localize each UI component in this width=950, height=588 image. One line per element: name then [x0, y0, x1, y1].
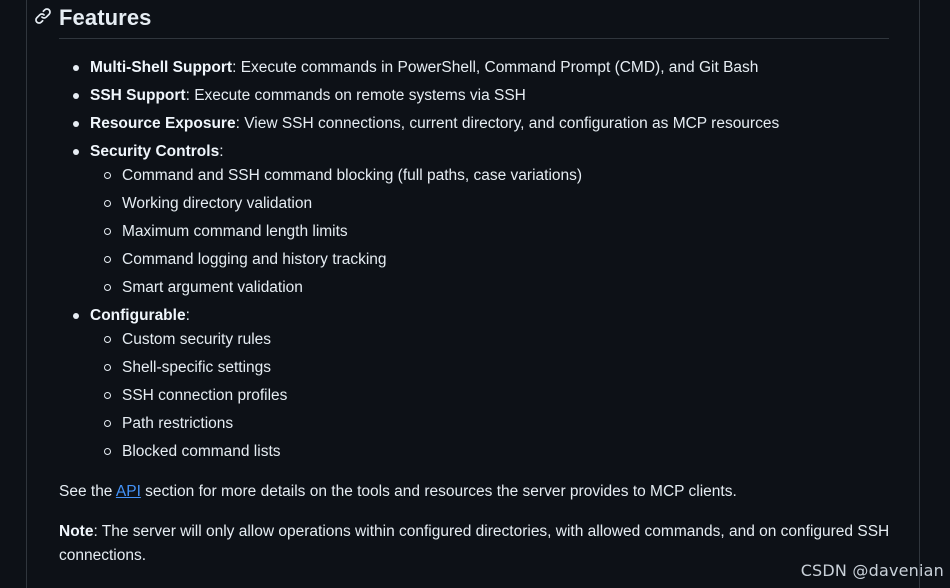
feature-text: : Execute commands on remote systems via SSH — [185, 87, 526, 104]
list-item — [59, 138, 919, 302]
section-heading: Features — [59, 5, 152, 30]
sublist-item-text: Command and SSH command blocking (full paths, case variations) — [122, 167, 583, 184]
sublist-item-text: Maximum command length limits — [122, 223, 348, 240]
note-label: Note — [59, 523, 94, 540]
paragraph-text: See the — [59, 483, 116, 500]
sublist-item — [90, 218, 919, 246]
api-link[interactable]: API — [115, 483, 141, 500]
sublist-item-text: Command logging and history tracking — [122, 251, 387, 268]
sublist-item — [90, 410, 919, 438]
list-item — [59, 302, 919, 466]
list-item — [59, 82, 919, 110]
paragraph-text: section for more details on the tools and resources the server provides to MCP clients. — [140, 483, 737, 500]
sublist-item — [90, 190, 919, 218]
sublist-item — [90, 246, 919, 274]
list-item — [59, 110, 919, 138]
sublist-item — [90, 326, 919, 354]
bullet-circle — [104, 200, 111, 207]
features-list — [59, 54, 919, 466]
bullet-circle — [104, 172, 111, 179]
bullet-circle — [104, 420, 111, 427]
bullet-circle — [104, 392, 111, 399]
feature-text: : — [185, 307, 190, 324]
feature-label: Configurable — [90, 307, 186, 324]
heading-divider — [59, 38, 889, 39]
bullet-disc — [73, 65, 79, 71]
configurable-sublist — [90, 326, 919, 466]
sublist-item-text: Path restrictions — [122, 415, 234, 432]
note-paragraph — [59, 520, 899, 568]
sublist-item — [90, 438, 919, 466]
bullet-disc — [73, 149, 79, 155]
bullet-circle — [104, 228, 111, 235]
sublist-item — [90, 274, 919, 302]
security-controls-sublist — [90, 162, 919, 302]
bullet-disc — [73, 93, 79, 99]
bullet-circle — [104, 256, 111, 263]
bullet-circle — [104, 448, 111, 455]
sublist-item-text: Blocked command lists — [122, 443, 281, 460]
bullet-disc — [73, 121, 79, 127]
sublist-item-text: Custom security rules — [122, 331, 272, 348]
note-text: : The server will only allow operations within configured directories, with allowed commands, and on configured SSH connections. — [59, 523, 890, 564]
sublist-item-text: Smart argument validation — [122, 279, 303, 296]
sublist-item — [90, 382, 919, 410]
sublist-item — [90, 162, 919, 190]
feature-text: : View SSH connections, current directory, and configuration as MCP resources — [235, 115, 780, 132]
list-item — [59, 54, 919, 82]
sublist-item — [90, 354, 919, 382]
bullet-disc — [73, 313, 79, 319]
feature-text: : Execute commands in PowerShell, Command Prompt (CMD), and Git Bash — [232, 59, 759, 76]
bullet-circle — [104, 284, 111, 291]
bullet-circle — [104, 364, 111, 371]
feature-label: Security Controls — [90, 143, 220, 160]
sublist-item-text: Working directory validation — [122, 195, 313, 212]
feature-text: : — [219, 143, 224, 160]
see-api-paragraph — [59, 480, 899, 504]
feature-label: Multi-Shell Support — [90, 59, 233, 76]
feature-label: SSH Support — [90, 87, 186, 104]
link-icon[interactable] — [34, 7, 52, 25]
sublist-item-text: Shell-specific settings — [122, 359, 272, 376]
feature-label: Resource Exposure — [90, 115, 236, 132]
sublist-item-text: SSH connection profiles — [122, 387, 288, 404]
bullet-circle — [104, 336, 111, 343]
watermark: CSDN @davenian — [800, 561, 944, 580]
